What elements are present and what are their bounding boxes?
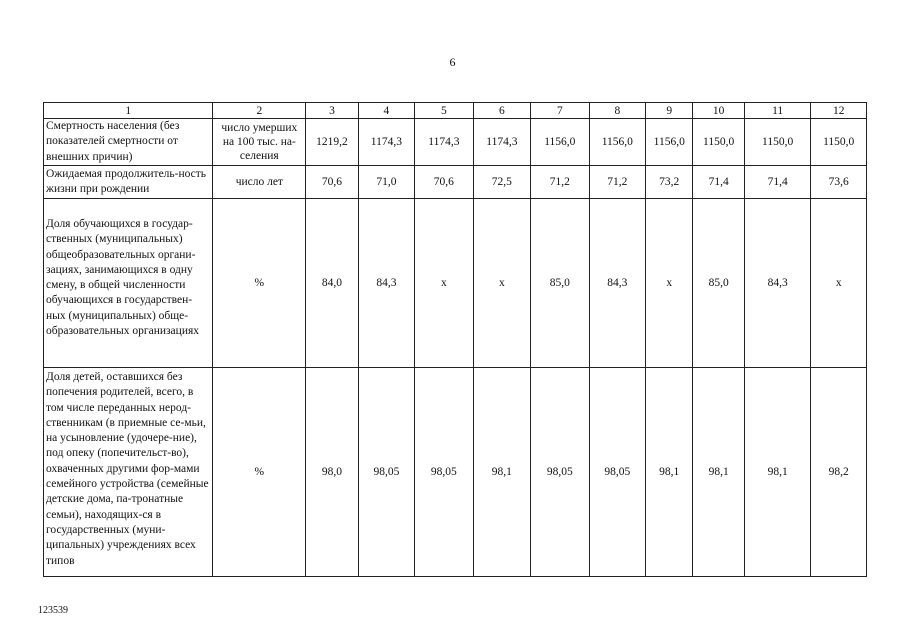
value-cell: 1174,3 bbox=[473, 119, 530, 166]
value-cell: x bbox=[473, 199, 530, 368]
value-cell: 84,0 bbox=[306, 199, 358, 368]
value-cell: 72,5 bbox=[473, 166, 530, 199]
value-cell: 98,05 bbox=[358, 368, 414, 577]
value-cell: 70,6 bbox=[306, 166, 358, 199]
header-cell: 6 bbox=[473, 103, 530, 119]
value-cell: 1156,0 bbox=[531, 119, 589, 166]
indicator-cell: Доля детей, оставшихся без попечения родителей, всего, в том числе переданных нерод-ственникам (в приемные се-мьи, на усыновление (удочере-ние), под опеку (попечительст-во), охваченных другими фор-мами семейного устройства (семейные детские дома, па-тронатные семьи), находящих-ся в государственных (муни-ципальных) учреждениях всех типов bbox=[44, 368, 213, 577]
table-row bbox=[44, 199, 867, 368]
value-cell: 1150,0 bbox=[744, 119, 811, 166]
value-cell: 84,3 bbox=[589, 199, 645, 368]
value-cell: 1150,0 bbox=[811, 119, 867, 166]
value-cell: 98,1 bbox=[693, 368, 744, 577]
header-cell: 5 bbox=[415, 103, 473, 119]
value-cell: 71,2 bbox=[531, 166, 589, 199]
value-cell: 85,0 bbox=[693, 199, 744, 368]
value-cell: 1219,2 bbox=[306, 119, 358, 166]
table-row bbox=[44, 166, 867, 199]
value-cell: 84,3 bbox=[744, 199, 811, 368]
header-cell: 10 bbox=[693, 103, 744, 119]
value-cell: 98,05 bbox=[415, 368, 473, 577]
table-row bbox=[44, 119, 867, 166]
value-cell: 1174,3 bbox=[415, 119, 473, 166]
indicator-cell: Доля обучающихся в государ-ственных (муниципальных) общеобразовательных органи-зациях, занимающихся в одну смену, в общей численности обучающихся в государствен-ных (муниципальных) обще-образовательных организациях bbox=[44, 199, 213, 368]
value-cell: 73,2 bbox=[646, 166, 693, 199]
page-number: 6 bbox=[449, 55, 456, 69]
value-cell: 73,6 bbox=[811, 166, 867, 199]
header-cell: 9 bbox=[646, 103, 693, 119]
header-cell: 8 bbox=[589, 103, 645, 119]
value-cell: 98,1 bbox=[646, 368, 693, 577]
value-cell: 1150,0 bbox=[693, 119, 744, 166]
value-cell: 84,3 bbox=[358, 199, 414, 368]
header-cell: 11 bbox=[744, 103, 811, 119]
header-cell: 1 bbox=[44, 103, 213, 119]
value-cell: x bbox=[646, 199, 693, 368]
value-cell: 98,05 bbox=[589, 368, 645, 577]
value-cell: 98,2 bbox=[811, 368, 867, 577]
unit-cell: % bbox=[213, 199, 306, 368]
value-cell: 71,0 bbox=[358, 166, 414, 199]
header-cell: 4 bbox=[358, 103, 414, 119]
header-cell: 12 bbox=[811, 103, 867, 119]
table-row bbox=[44, 368, 867, 577]
value-cell: 71,4 bbox=[744, 166, 811, 199]
document-code: 123539 bbox=[38, 605, 68, 616]
value-cell: 1156,0 bbox=[589, 119, 645, 166]
value-cell: 98,05 bbox=[531, 368, 589, 577]
value-cell: x bbox=[415, 199, 473, 368]
indicators-table bbox=[43, 102, 867, 577]
value-cell: x bbox=[811, 199, 867, 368]
value-cell: 70,6 bbox=[415, 166, 473, 199]
value-cell: 98,0 bbox=[306, 368, 358, 577]
indicator-cell: Ожидаемая продолжитель-ность жизни при рождении bbox=[44, 166, 213, 199]
unit-cell: % bbox=[213, 368, 306, 577]
header-cell: 3 bbox=[306, 103, 358, 119]
value-cell: 71,4 bbox=[693, 166, 744, 199]
value-cell: 71,2 bbox=[589, 166, 645, 199]
header-cell: 7 bbox=[531, 103, 589, 119]
value-cell: 1174,3 bbox=[358, 119, 414, 166]
value-cell: 98,1 bbox=[744, 368, 811, 577]
value-cell: 85,0 bbox=[531, 199, 589, 368]
unit-cell: число умерших на 100 тыс. на-селения bbox=[213, 119, 306, 166]
value-cell: 98,1 bbox=[473, 368, 530, 577]
value-cell: 1156,0 bbox=[646, 119, 693, 166]
indicator-cell: Смертность населения (без показателей смертности от внешних причин) bbox=[44, 119, 213, 166]
unit-cell: число лет bbox=[213, 166, 306, 199]
header-cell: 2 bbox=[213, 103, 306, 119]
header-row bbox=[44, 103, 867, 119]
